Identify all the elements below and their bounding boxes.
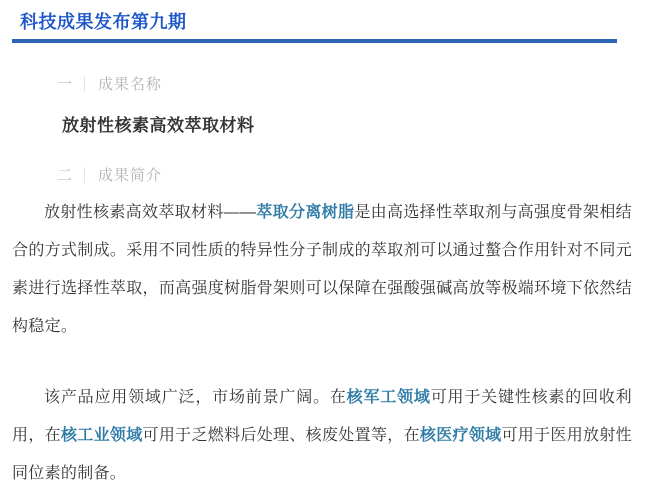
section-divider bbox=[84, 76, 85, 92]
paragraph-text: 可用于乏燃料后处理、核废处置等，在 bbox=[142, 427, 420, 444]
keyword-extraction-resin: 萃取分离树脂 bbox=[256, 204, 355, 221]
paragraph-text: 是由高选择性萃取剂与高强度骨架相结合的方式制成。采用不同性质的特异性分子制成的萃取剂可以通过螯合作用针对不同元素进行选择性萃取，而高强度树脂骨架则可以保障在强酸强碱高放等极端环境下依然结构稳定。 bbox=[12, 204, 632, 335]
keyword-nuclear-medical-field: 核医疗领域 bbox=[419, 427, 502, 444]
section-head-result-intro bbox=[57, 164, 632, 185]
header-rule bbox=[12, 39, 617, 43]
paragraph-text: 放射性核素高效萃取材料—— bbox=[44, 204, 257, 221]
article-content bbox=[0, 73, 645, 493]
page-title: 科技成果发布第九期 bbox=[20, 12, 187, 32]
keyword-nuclear-military-field: 核军工领域 bbox=[346, 389, 431, 406]
paragraph-text: 可用于关键性核素的回收利用，在 bbox=[12, 389, 632, 444]
paragraph-text: 可用于医用放射性同位素的制备。 bbox=[12, 427, 632, 482]
paragraph-text: 该产品应用领域广泛，市场前景广阔。在 bbox=[44, 389, 347, 406]
keyword-nuclear-industry-field: 核工业领域 bbox=[60, 427, 143, 444]
section-label: 成果简介 bbox=[98, 167, 163, 184]
section-head-result-name bbox=[57, 73, 632, 94]
intro-paragraph-2 bbox=[12, 379, 632, 493]
masthead bbox=[0, 0, 645, 43]
result-name: 放射性核素高效萃取材料 bbox=[62, 116, 255, 135]
section-number: 一 bbox=[57, 76, 74, 93]
section-number: 二 bbox=[57, 167, 74, 184]
intro-paragraph-1 bbox=[12, 194, 632, 346]
section-label: 成果名称 bbox=[98, 76, 163, 93]
section-divider bbox=[84, 167, 85, 183]
